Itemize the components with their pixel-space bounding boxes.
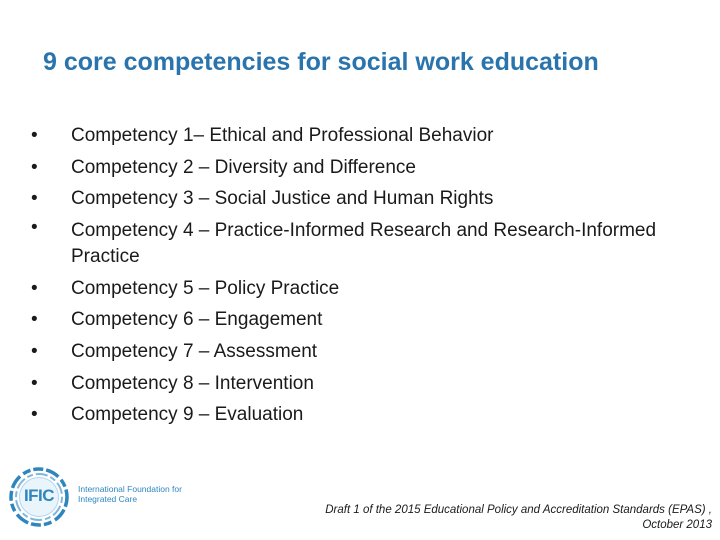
bullet-icon: • — [31, 309, 38, 331]
bullet-icon: • — [31, 277, 38, 299]
competency-item-4 — [0, 215, 690, 273]
bullet-icon: • — [31, 125, 38, 146]
competency-label: Competency 2 – Diversity and Difference — [71, 156, 416, 178]
competency-label: Competency 5 – Policy Practice — [71, 277, 340, 299]
bullet-icon: • — [31, 404, 38, 426]
bullet-icon: • — [31, 340, 38, 362]
competency-label: Competency 9 – Evaluation — [71, 404, 304, 426]
bullet-icon: • — [31, 216, 38, 238]
competency-label: Competency 1– Ethical and Professional Behavior — [71, 125, 494, 146]
competency-label: Competency 6 – Engagement — [71, 309, 323, 331]
competency-item-3 — [0, 183, 690, 215]
bullet-icon: • — [31, 372, 38, 394]
citation-line-1: Draft 1 of the 2015 Educational Policy and Accreditation Standards (EPAS) , — [325, 504, 712, 516]
competency-label: Competency 4 – Practice-Informed Research and Research-Informed Practice — [71, 219, 657, 267]
bullet-icon: • — [31, 188, 38, 210]
bullet-icon: • — [31, 156, 38, 178]
competency-item-9 — [0, 399, 690, 431]
competency-item-2 — [0, 152, 690, 184]
competency-list — [0, 120, 720, 431]
citation-line-2: October 2013 — [642, 519, 712, 531]
competency-item-5 — [0, 273, 690, 305]
ific-logo — [8, 466, 208, 528]
competency-label: Competency 3 – Social Justice and Human Rights — [71, 188, 494, 210]
competency-label: Competency 8 – Intervention — [71, 372, 314, 394]
competency-item-1 — [0, 120, 690, 152]
competency-label: Competency 7 – Assessment — [71, 340, 318, 362]
competency-item-8 — [0, 368, 690, 400]
source-citation — [272, 503, 712, 533]
logo-organization-name: International Foundation for Integrated Care — [78, 484, 182, 504]
competency-item-6 — [0, 304, 690, 336]
logo-abbreviation: IFIC — [23, 486, 55, 505]
competency-item-7 — [0, 336, 690, 368]
slide-title: 9 core competencies for social work education — [43, 48, 599, 76]
